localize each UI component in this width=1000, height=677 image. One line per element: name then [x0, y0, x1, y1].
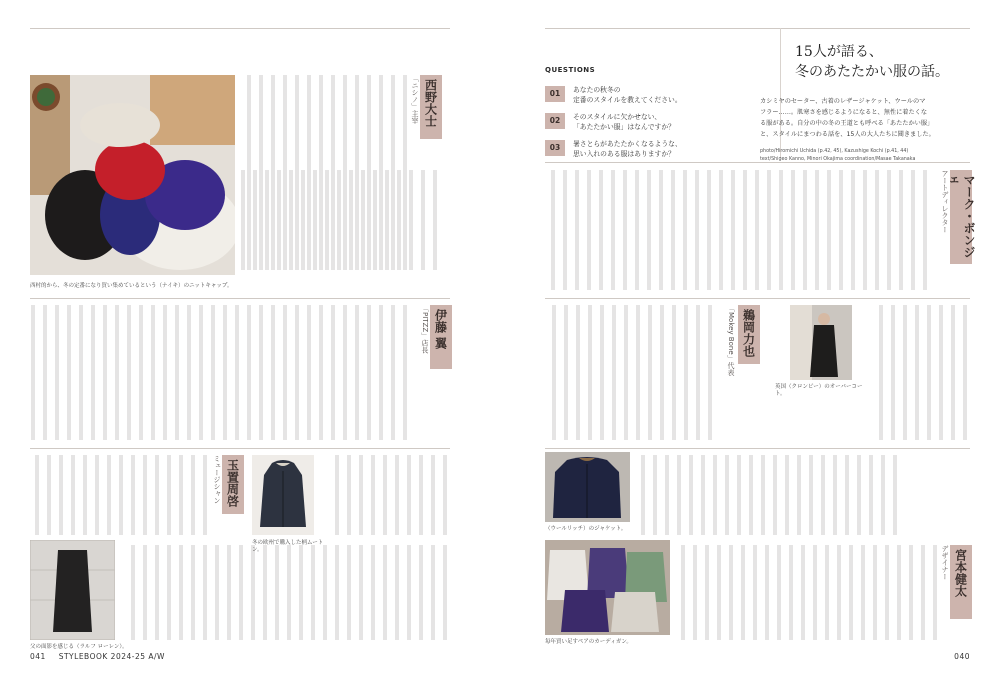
name-miyamoto: 宮本健太: [950, 545, 972, 619]
rule-left-mid: [30, 298, 450, 299]
role-ukaoka: 「Mokey Bone」代表: [727, 305, 735, 376]
credit-line2: text/Shigeo Kanno, Minori Okajima coordination/Masae Takanaka: [760, 157, 916, 162]
name-mark: マーク・ボンジェ: [950, 170, 972, 264]
role-nishino: 「ニシノ」主宰: [411, 75, 419, 124]
body-text-ito: [30, 305, 410, 440]
lead-line3: る服がある。自分の中の冬の王道とも呼べる「あたたかい服」: [760, 120, 934, 127]
question-text-line1: あなたの秋冬の: [573, 86, 621, 94]
role-ito: 「PITZZ」店長: [421, 305, 429, 354]
caption-beanies: 西村的から、冬の定番になり買い集めているという（ナイキ）のニットキャップ。: [30, 283, 233, 289]
body-text-ukaoka-a: [545, 305, 715, 440]
bomber-photo: [545, 452, 630, 522]
name-tamaoki: 玉置周啓: [222, 455, 244, 514]
body-text-miyamoto-b: [680, 545, 940, 640]
name-ito: 伊藤 翼: [430, 305, 452, 369]
body-text-mark: [545, 170, 930, 290]
question-03: [545, 140, 682, 160]
top-rule-left: [30, 28, 450, 29]
title-line1: 15人が語る、: [795, 44, 883, 60]
page-number-right: 040: [954, 652, 970, 661]
caption-coat-right: 英国（クロンビー）のオーバーコート。: [775, 384, 863, 398]
cardigans-photo: [545, 540, 670, 635]
question-text-line2: 「あたたかい服」はなんですか？: [573, 122, 675, 131]
overcoat-photo: [790, 305, 852, 380]
question-number: 01: [545, 86, 565, 102]
role-mark: アートディレクター: [941, 170, 949, 233]
caption-cardigans: 毎年買い足すペアのカーディガン。: [545, 639, 632, 645]
credit-line1: photo/Hiromichi Uchida (p.42, 45), Kazushige Kochi (p.41, 44): [760, 149, 909, 154]
rule-right-low: [545, 448, 970, 449]
jacket-photo: [252, 455, 314, 535]
coat-photo-left: [30, 540, 115, 640]
body-text-tamaoki-b: [30, 455, 210, 535]
body-text-tamaoki-a: [330, 455, 450, 535]
question-text-line2: 思い入れのある服はありますか？: [573, 149, 675, 158]
lead-line2: フラー……。肌寒さを感じるようになると、無性に着たくな: [760, 109, 928, 116]
role-miyamoto: デザイナー: [941, 545, 949, 580]
magazine-name: STYLEBOOK 2024-25 A/W: [58, 652, 165, 661]
rule-right-mid: [545, 298, 970, 299]
rule-left-low: [30, 448, 450, 449]
lead-text: [760, 96, 975, 140]
body-text-ukaoka-b: [875, 305, 970, 440]
question-text-line2: 定番のスタイルを教えてください。: [573, 95, 682, 104]
footer-left: [30, 652, 165, 661]
question-number: 03: [545, 140, 565, 156]
body-text-tamaoki-c: [125, 545, 450, 640]
question-text-line1: そのスタイルに欠かせない、: [573, 113, 662, 121]
question-02: [545, 113, 675, 133]
question-number: 02: [545, 113, 565, 129]
role-tamaoki: ミュージシャン: [213, 455, 221, 504]
top-rule-right: [545, 28, 970, 29]
question-01: [545, 86, 682, 106]
caption-coat-left: 父の面影を感じる（ラルフ ローレン）。: [30, 644, 128, 650]
page-number-left: 041: [30, 652, 46, 661]
lead-line4: と、スタイルにまつわる話を、15人の大人たちに聞きました。: [760, 131, 935, 138]
body-text-miyamoto-a: [640, 455, 900, 535]
rule-right-top: [545, 162, 970, 163]
question-text-line1: 暑さとらがあたたかくなるような、: [573, 140, 682, 148]
caption-jacket: 冬の欧州で購入した柄ムートン。: [252, 540, 324, 554]
lead-line1: カシミヤのセーター、古着のレザージャケット、ウールのマ: [760, 98, 926, 105]
name-ukaoka: 鵜岡力也: [738, 305, 760, 364]
page-title: [795, 42, 949, 82]
beanies-photo: [30, 75, 235, 275]
questions-label: QUESTIONS: [545, 66, 596, 74]
caption-bomber: （ウールリッチ）のジャケット。: [545, 526, 627, 532]
title-line2: 冬のあたたかい服の話。: [795, 64, 949, 80]
body-text-nishino-2: [240, 170, 440, 270]
name-nishino: 西野大士: [420, 75, 442, 139]
